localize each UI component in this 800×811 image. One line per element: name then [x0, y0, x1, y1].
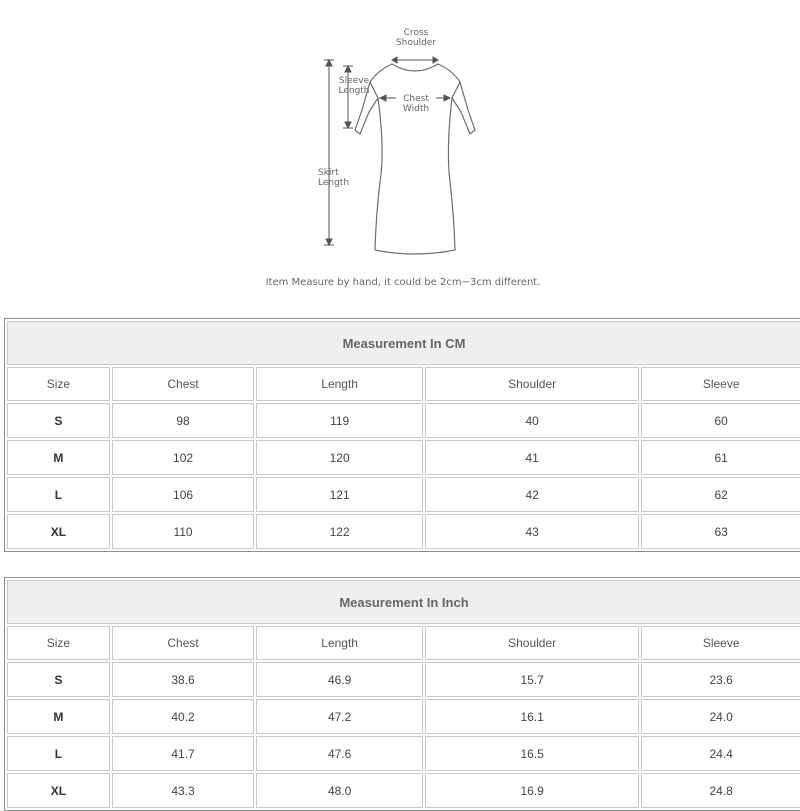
table-row — [7, 699, 800, 734]
header-shoulder: Shoulder — [425, 367, 639, 401]
table-header-row — [7, 626, 800, 660]
header-length: Length — [256, 626, 423, 660]
sleeve-cell: 24.8 — [641, 773, 800, 808]
sleeve-cell: 62 — [641, 477, 800, 512]
chest-width-label: Chest Width — [396, 94, 436, 114]
header-chest: Chest — [112, 367, 255, 401]
cross-shoulder-arrowhead-left — [392, 57, 397, 63]
chest-cell: 106 — [112, 477, 255, 512]
shoulder-cell: 16.5 — [425, 736, 639, 771]
shoulder-cell: 41 — [425, 440, 639, 475]
chest-cell: 43.3 — [112, 773, 255, 808]
table-row — [7, 403, 800, 438]
sleeve-cell: 24.0 — [641, 699, 800, 734]
shoulder-cell: 15.7 — [425, 662, 639, 697]
size-cell: XL — [7, 773, 110, 808]
size-cell: S — [7, 662, 110, 697]
length-cell: 47.6 — [256, 736, 423, 771]
sleeve-cell: 61 — [641, 440, 800, 475]
chest-cell: 38.6 — [112, 662, 255, 697]
chest-cell: 40.2 — [112, 699, 255, 734]
table-title: Measurement In CM — [7, 321, 800, 365]
measurement-table-cm — [4, 318, 800, 552]
size-cell: L — [7, 477, 110, 512]
header-sleeve: Sleeve — [641, 626, 800, 660]
shoulder-cell: 42 — [425, 477, 639, 512]
table-row — [7, 477, 800, 512]
length-cell: 48.0 — [256, 773, 423, 808]
table-title: Measurement In Inch — [7, 580, 800, 624]
shoulder-cell: 43 — [425, 514, 639, 549]
header-chest: Chest — [112, 626, 255, 660]
chest-cell: 41.7 — [112, 736, 255, 771]
dress-neckline — [392, 64, 438, 71]
size-cell: S — [7, 403, 110, 438]
header-sleeve: Sleeve — [641, 367, 800, 401]
header-size: Size — [7, 626, 110, 660]
table-row — [7, 736, 800, 771]
header-shoulder: Shoulder — [425, 626, 639, 660]
table-row — [7, 514, 800, 549]
cross-shoulder-arrowhead-right — [433, 57, 438, 63]
sleeve-cell: 24.4 — [641, 736, 800, 771]
table-row — [7, 662, 800, 697]
size-cell: M — [7, 440, 110, 475]
length-cell: 121 — [256, 477, 423, 512]
shoulder-cell: 40 — [425, 403, 639, 438]
cross-shoulder-label: Cross Shoulder — [395, 28, 437, 48]
table-row — [7, 773, 800, 808]
header-size: Size — [7, 367, 110, 401]
table-row — [7, 440, 800, 475]
length-cell: 119 — [256, 403, 423, 438]
sleeve-cell: 23.6 — [641, 662, 800, 697]
table-header-row — [7, 367, 800, 401]
size-cell: M — [7, 699, 110, 734]
length-cell: 120 — [256, 440, 423, 475]
shoulder-cell: 16.1 — [425, 699, 639, 734]
size-cell: XL — [7, 514, 110, 549]
skirt-length-label: Skirt Length — [318, 168, 350, 188]
sleeve-length-label: Sleeve Length — [338, 76, 370, 96]
header-length: Length — [256, 367, 423, 401]
sleeve-cell: 60 — [641, 403, 800, 438]
dress-measurement-diagram — [0, 0, 800, 300]
sleeve-cell: 63 — [641, 514, 800, 549]
chest-cell: 110 — [112, 514, 255, 549]
chest-cell: 98 — [112, 403, 255, 438]
size-cell: L — [7, 736, 110, 771]
length-cell: 47.2 — [256, 699, 423, 734]
shoulder-cell: 16.9 — [425, 773, 639, 808]
length-cell: 46.9 — [256, 662, 423, 697]
measurement-note: Item Measure by hand, it could be 2cm~3cm different. — [265, 277, 541, 288]
dress-shoulder-seam-right — [452, 82, 460, 98]
measurement-table-inch — [4, 577, 800, 811]
length-cell: 122 — [256, 514, 423, 549]
chest-cell: 102 — [112, 440, 255, 475]
